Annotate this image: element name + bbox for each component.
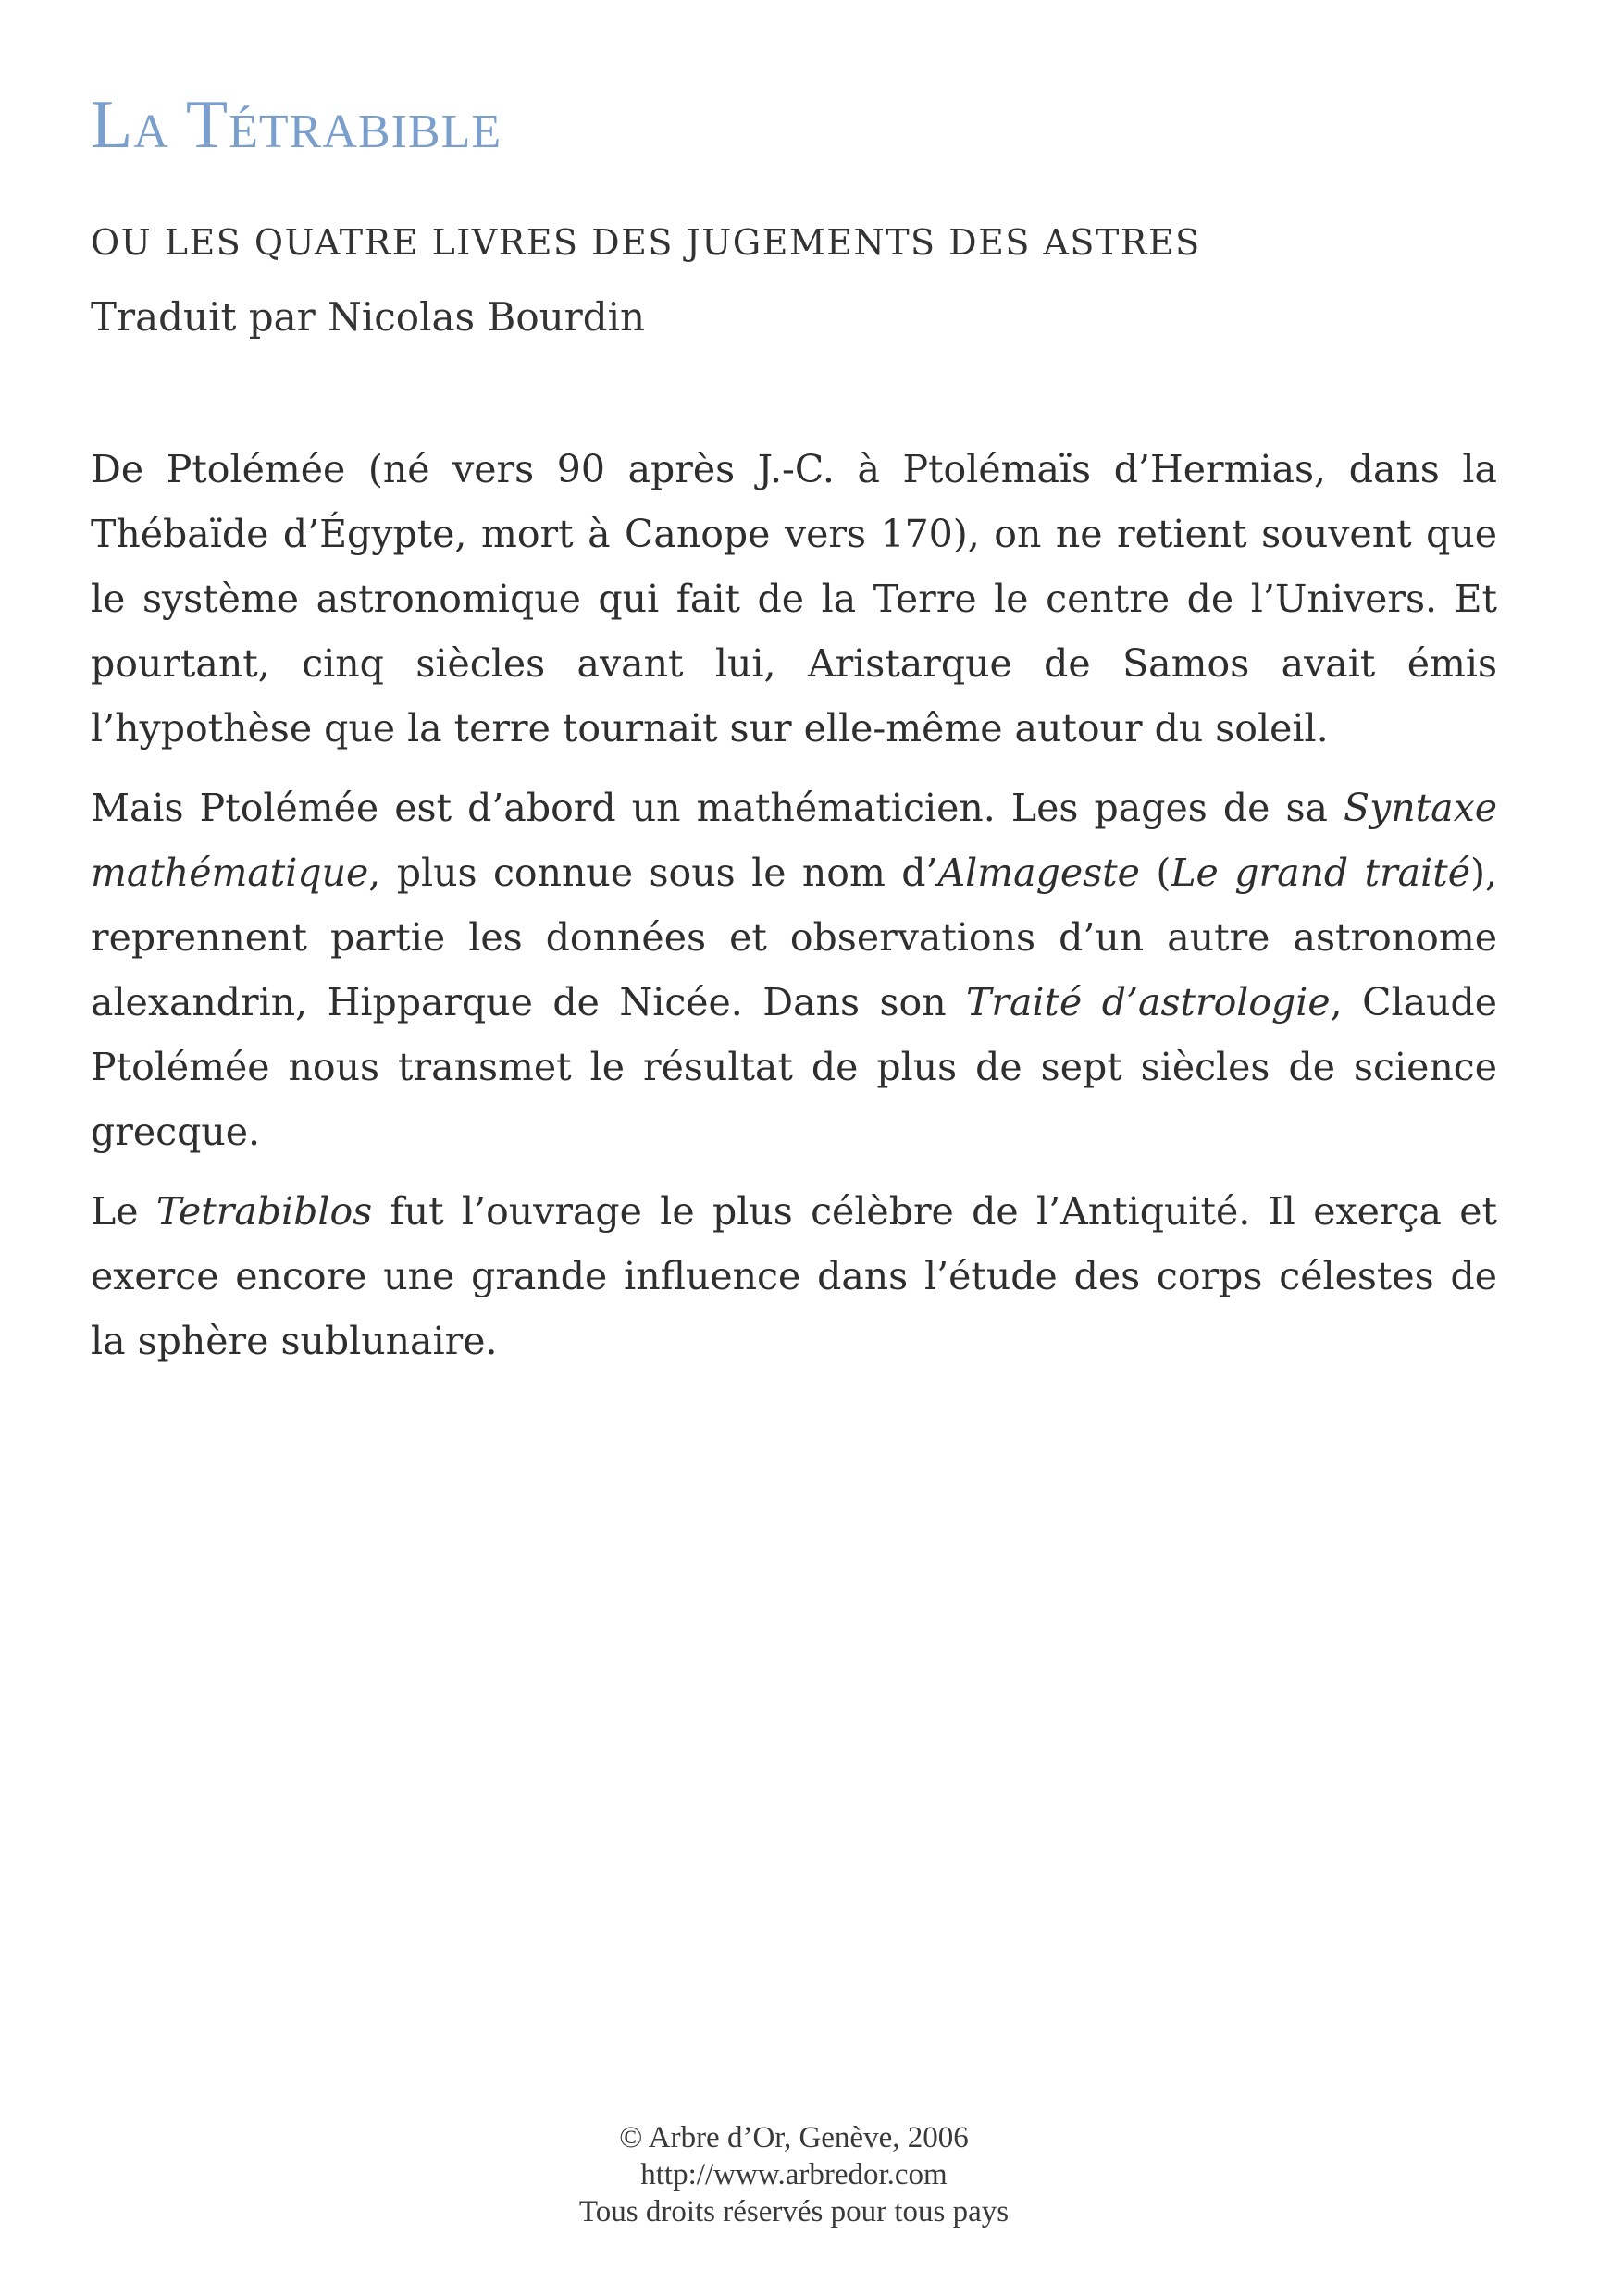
document-title: La Tétrabible	[91, 87, 502, 163]
paragraph-2-italic-traite-astrologie: Traité d’astrologie	[966, 980, 1331, 1024]
footer	[91, 2119, 1497, 2230]
translator-line: Traduit par Nicolas Bourdin	[91, 294, 646, 340]
paragraph-3-text-1: Le	[91, 1189, 156, 1234]
paragraph-2-text-5: , Claude Ptolémée nous transmet le résultat de plus de sept siècles de science grecque.	[91, 980, 1497, 1154]
paragraph-2-italic-syntaxe: Syntaxe mathématique	[91, 786, 1497, 895]
page	[91, 0, 1497, 2296]
footer-rights: Tous droits réservés pour tous pays	[578, 2195, 1010, 2228]
footer-url[interactable]: http://www.arbredor.com	[640, 2158, 948, 2191]
paragraph-2	[91, 776, 1497, 1164]
paragraph-2-italic-grand-traite: Le grand traité	[1171, 850, 1470, 895]
footer-copyright: © Arbre d’Or, Genève, 2006	[619, 2121, 969, 2154]
document-subtitle: OU LES QUATRE LIVRES DES JUGEMENTS DES ASTRES	[91, 222, 1201, 263]
paragraph-2-text-1: Mais Ptolémée est d’abord un mathématicien. Les pages de sa	[91, 786, 1344, 830]
paragraph-1: De Ptolémée (né vers 90 après J.-C. à Ptolémaïs d’Hermias, dans la Thébaïde d’Égypte, mort à Canope vers 170), on ne retient souvent que le système astronomique qui fait de la Terre le centre de l’Univers. Et pourtant, cinq siècles avant lui, Aristarque de Samos avait émis l’hypothèse que la terre tournait sur elle-même autour du soleil.	[91, 447, 1497, 751]
body-text	[91, 437, 1497, 1388]
paragraph-2-italic-almageste: Almageste	[937, 850, 1140, 895]
paragraph-2-text-4: ), reprennent partie les données et observations d’un autre astronome alexandrin, Hipparque de Nicée. Dans son	[91, 850, 1497, 1024]
paragraph-2-text-2: , plus connue sous le nom d’	[368, 850, 938, 895]
paragraph-2-text-3: (	[1139, 850, 1171, 895]
paragraph-3-text-2: fut l’ouvrage le plus célèbre de l’Antiquité. Il exerça et exerce encore une grande influence dans l’étude des corps célestes de la sphère sublunaire.	[91, 1189, 1497, 1363]
paragraph-3-italic-tetrabiblos: Tetrabiblos	[155, 1189, 373, 1234]
paragraph-3	[91, 1179, 1497, 1373]
